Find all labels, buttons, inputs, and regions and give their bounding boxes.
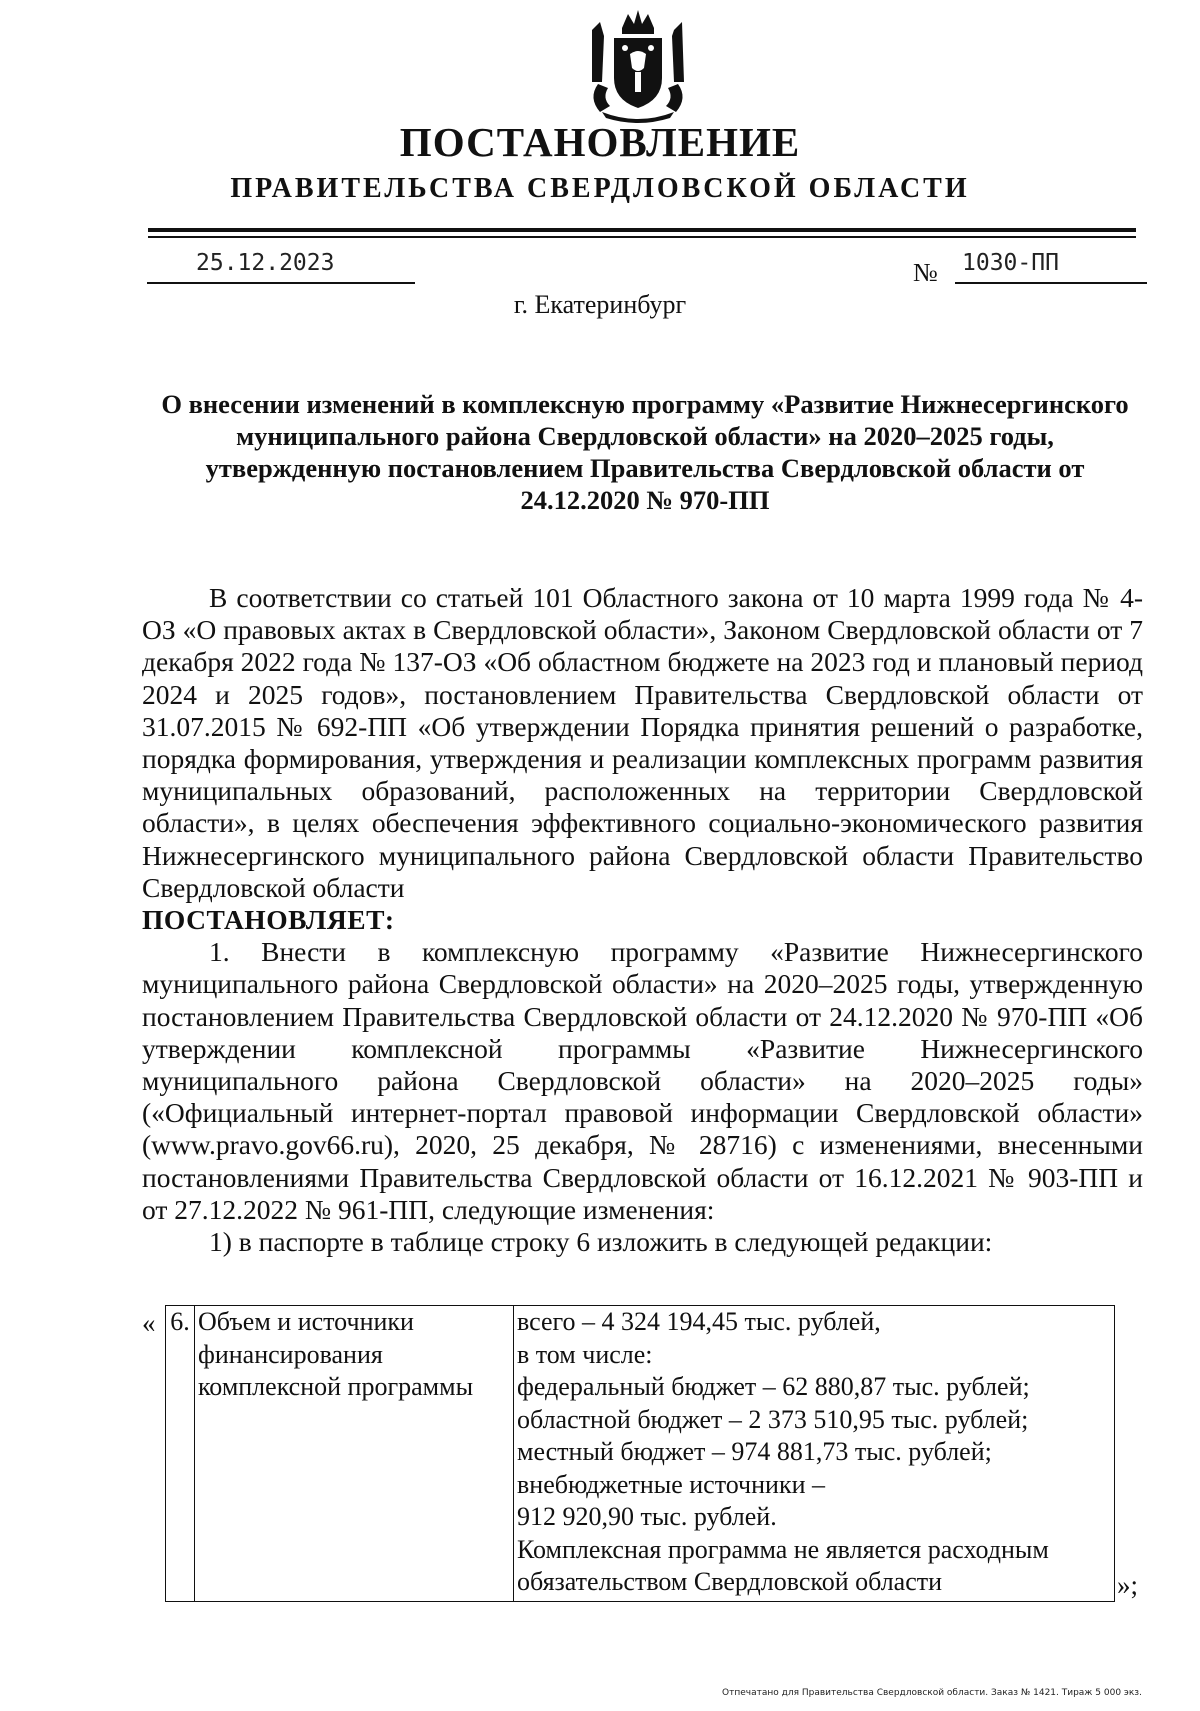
financing-line: федеральный бюджет – 62 880,87 тыс. рублей; [517, 1372, 1030, 1401]
financing-line: 912 920,90 тыс. рублей. [517, 1502, 777, 1531]
table-row [166, 1306, 1115, 1602]
date-underline [147, 282, 415, 284]
table-quote-open: « [142, 1308, 156, 1338]
coat-of-arms-icon [578, 8, 698, 124]
financing-line: областной бюджет – 2 373 510,95 тыс. рублей; [517, 1404, 1029, 1434]
document-body [142, 582, 1143, 1258]
document-number: 1030-ПП [962, 250, 1059, 276]
item-1-paragraph: 1. Внести в комплексную программу «Развитие Нижнесергинского муниципального района Свердловской области» на 2020–2025 годы, утвержденную постановлением Правительства Свердловской области от 24.12.2020 № 970-ПП «Об утверждении комплексной программы «Развитие Нижнесергинского муниципального района Свердловской области» на 2020–2025 годы» («Официальный интернет-портал правовой информации Свердловской области» (www.pravo.gov66.ru), 2020, 25 декабря, № 28716) с изменениями, внесенными постановлениями Правительства Свердловской области от 16.12.2021 № 903-ПП и от 27.12.2022 № 961-ПП, следующие изменения: [142, 936, 1143, 1225]
financing-line: обязательством Свердловской области [517, 1567, 943, 1596]
document-date: 25.12.2023 [196, 250, 335, 276]
financing-cell [514, 1306, 1115, 1602]
number-sign: № [913, 258, 938, 287]
financing-line: всего – 4 324 194,45 тыс. рублей, [517, 1307, 881, 1336]
financing-line: Комплексная программа не является расходным [517, 1534, 1049, 1564]
print-note: Отпечатано для Правительства Свердловской области. Заказ № 1421. Тираж 5 000 экз. [722, 1688, 1142, 1698]
passport-table [165, 1305, 1115, 1602]
header-divider-thin [148, 236, 1136, 238]
financing-line: внебюджетные источники – [517, 1469, 825, 1499]
resolves-label: ПОСТАНОВЛЯЕТ: [142, 904, 395, 936]
table-quote-close: »; [1117, 1570, 1139, 1600]
financing-line: местный бюджет – 974 881,73 тыс. рублей; [517, 1437, 992, 1466]
row-name-cell: Объем и источники финансирования комплексной программы [195, 1306, 514, 1602]
financing-line: в том числе: [517, 1339, 653, 1369]
document-title: ПОСТАНОВЛЕНИЕ [399, 119, 801, 165]
document-heading: О внесении изменений в комплексную программу «Развитие Нижнесергинского муниципального района Свердловской области» на 2020–2025 годы, утвержденную постановлением Правительства Свердловской области от 24.12.2020 № 970-ПП [161, 389, 1129, 515]
preamble-paragraph: В соответствии со статьей 101 Областного закона от 10 марта 1999 года № 4-ОЗ «О правовых актах в Свердловской области», Законом Свердловской области от 7 декабря 2022 года № 137-ОЗ «Об областном бюджете на 2023 год и плановый период 2024 и 2025 годов», постановлением Правительства Свердловской области от 31.07.2015 № 692-ПП «Об утверждении Порядка принятия решений о разработке, порядка формирования, утверждения и реализации комплексных программ развития муниципальных образований, расположенных на территории Свердловской области», в целях обеспечения эффективного социально-экономического развития Нижнесергинского муниципального района Свердловской области Правительство Свердловской области [142, 582, 1143, 903]
header-divider-thick [148, 228, 1136, 232]
row-number-cell: 6. [166, 1306, 195, 1602]
number-underline [955, 282, 1147, 284]
document-city: г. Екатеринбург [513, 290, 687, 319]
issuer-name: ПРАВИТЕЛЬСТВА СВЕРДЛОВСКОЙ ОБЛАСТИ [230, 173, 970, 204]
subitem-1-paragraph: 1) в паспорте в таблице строку 6 изложить в следующей редакции: [209, 1226, 993, 1258]
